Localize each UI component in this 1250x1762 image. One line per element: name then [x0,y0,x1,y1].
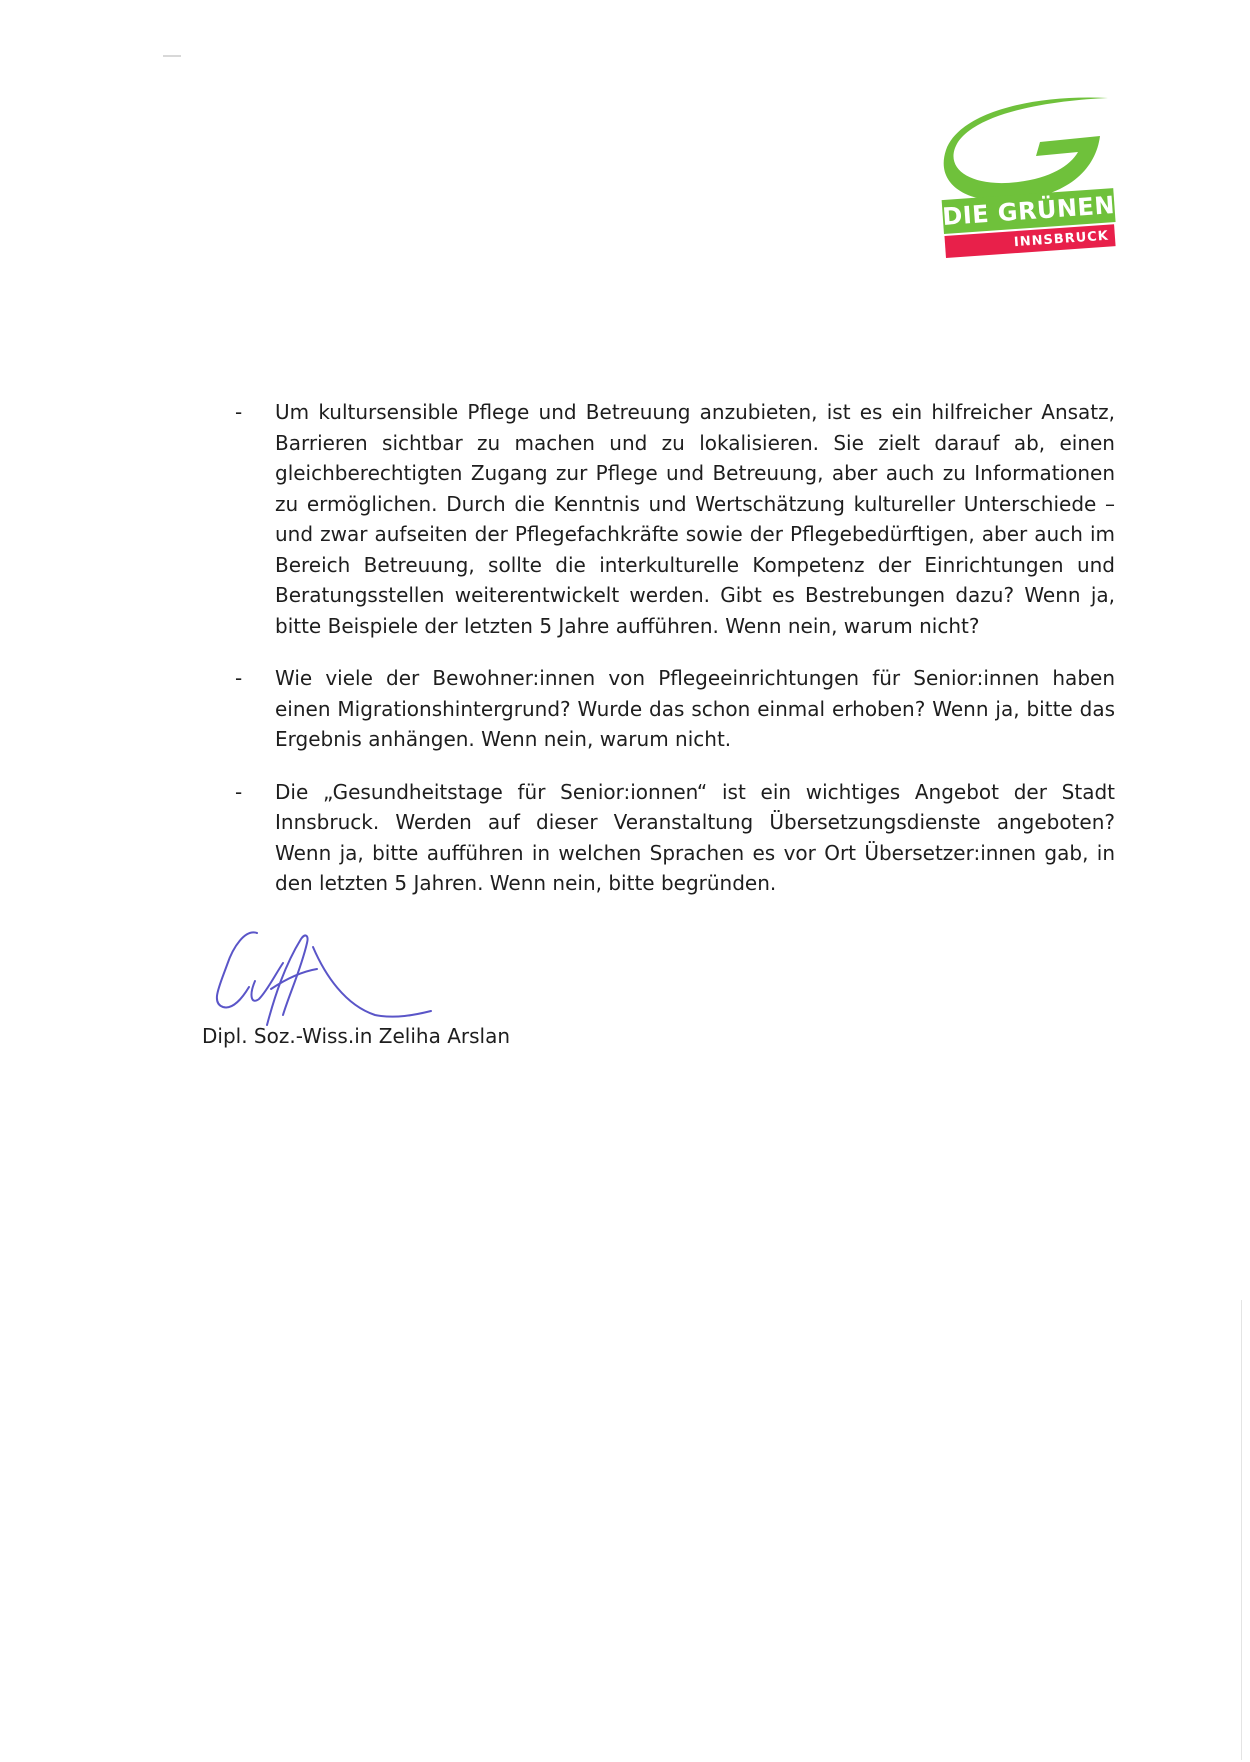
bullet-dash: - [235,400,243,424]
logo-title: DIE GRÜNEN [941,191,1116,232]
question-text: Wie viele der Bewohner:innen von Pflegeeinrichtungen für Senior:innen haben einen Migrationshintergrund? Wurde das schon einmal erhoben? Wenn ja, bitte das Ergebnis anhängen. Wenn nein, warum nicht. [275,666,1115,751]
signer-name: Dipl. Soz.-Wiss.in Zeliha Arslan [202,1024,511,1048]
party-logo [940,90,1120,275]
logo-subtitle: INNSBRUCK [1013,228,1110,250]
question-text: Die „Gesundheitstage für Senior:ionnen“ ist ein wichtiges Angebot der Stadt Innsbruck. Werden auf dieser Veranstaltung Übersetzungsdienste angeboten? Wenn ja, bitte aufführen in welchen Sprachen es vor Ort Übersetzer:innen gab, in den letzten 5 Jahren. Wenn nein, bitte begründen. [275,779,1115,895]
question-item [235,397,1115,641]
question-item [235,663,1115,755]
handwritten-signature [205,925,435,1030]
question-text: Um kultursensible Pflege und Betreuung anzubieten, ist es ein hilfreicher Ansatz, Barrieren sichtbar zu machen und zu lokalisieren. Sie zielt darauf ab, einen gleichberechtigten Zugang zur Pflege und Betreuung, aber auch zu Informationen zu ermöglichen. Durch die Kenntnis und Wertschätzung kultureller Unterschiede – und zwar aufseiten der Pflegefachkräfte sowie der Pflegebedürftigen, aber auch im Bereich Betreuung, sollte die interkulturelle Kompetenz der Einrichtungen und Beratungsstellen weiterentwickelt werden. Gibt es Bestrebungen dazu? Wenn ja, bitte Beispiele der letzten 5 Jahre aufführen. Wenn nein, warum nicht? [275,400,1115,638]
scan-edge-line [1241,1300,1242,1760]
question-list [235,397,1115,921]
question-item [235,777,1115,899]
bullet-dash: - [235,779,243,804]
bullet-dash: - [235,666,243,690]
scan-artifact-dash [163,55,181,57]
